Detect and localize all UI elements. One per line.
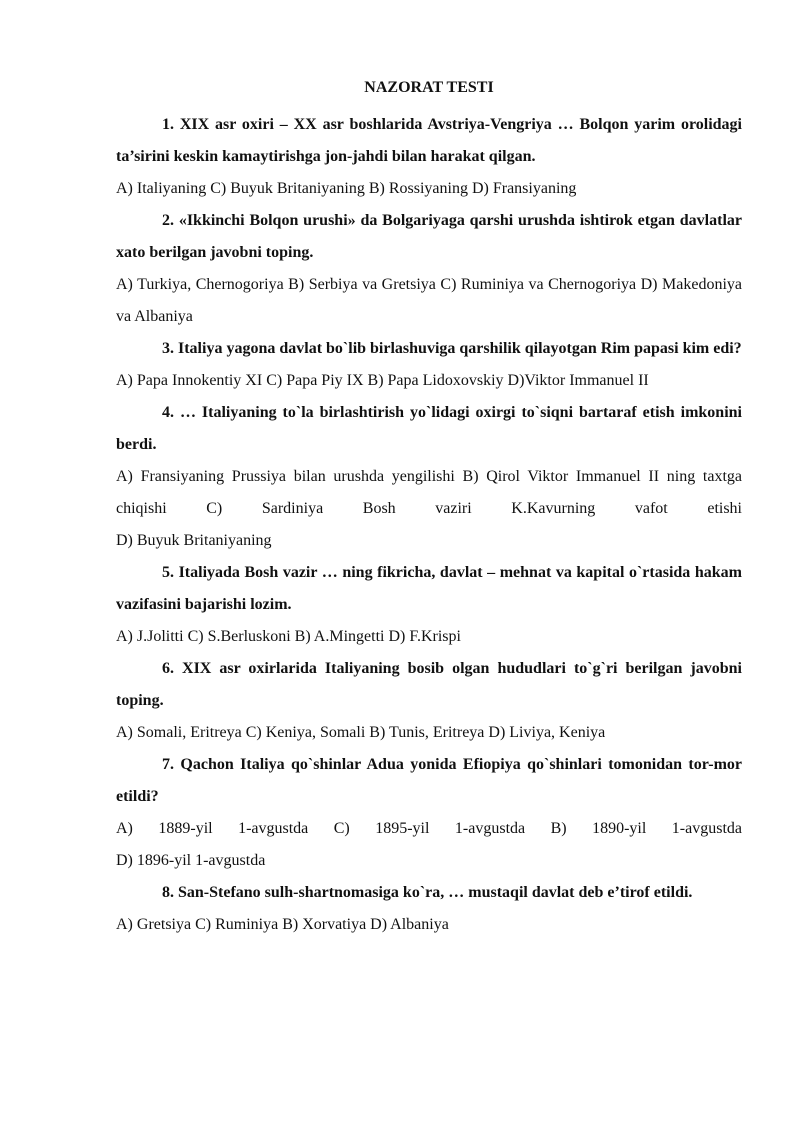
answer-options: A) J.Jolitti C) S.Berluskoni B) A.Mingetti D) F.Krispi: [116, 628, 461, 645]
question-text: 1. XIX asr oxiri – XX asr boshlarida Avstriya-Vengriya … Bolqon yarim orolidagi ta’sirini keskin kamaytirishga jon-jahdi bilan harakat qilgan.: [116, 116, 742, 165]
question-1: [116, 109, 742, 205]
question-text: 2. «Ikkinchi Bolqon urushi» da Bolgariyaga qarshi urushda ishtirok etgan davlatlar xato berilgan javobni toping.: [116, 212, 742, 261]
answer-options: A) Somali, Eritreya C) Keniya, Somali B) Tunis, Eritreya D) Liviya, Keniya: [116, 724, 606, 741]
answer-options: A) Gretsiya C) Ruminiya B) Xorvatiya D) Albaniya: [116, 916, 449, 933]
question-5: [116, 557, 742, 653]
question-text: 7. Qachon Italiya qo`shinlar Adua yonida Efiopiya qo`shinlari tomonidan tor-mor etildi?: [116, 756, 742, 805]
question-text: 4. … Italiyaning to`la birlashtirish yo`lidagi oxirgi to`siqni bartaraf etish imkonini berdi.: [116, 404, 742, 453]
question-text: 3. Italiya yagona davlat bo`lib birlashuviga qarshilik qilayotgan Rim papasi kim edi?: [162, 340, 742, 357]
answer-options: A) Fransiyaning Prussiya bilan urushda yengilishi B) Qirol Viktor Immanuel II ning taxtga chiqishi C) Sardiniya Bosh vaziri K.Kavurning vafot etishi: [116, 468, 742, 517]
question-text: 5. Italiyada Bosh vazir … ning fikricha, davlat – mehnat va kapital o`rtasida hakam vazifasini bajarishi lozim.: [116, 564, 742, 613]
page-title: NAZORAT TESTI: [364, 79, 494, 96]
question-2: [116, 205, 742, 333]
question-8: [116, 877, 742, 941]
question-4: [116, 397, 742, 557]
answer-options: A) 1889-yil 1-avgustda C) 1895-yil 1-avgustda B) 1890-yil 1-avgustda: [116, 820, 742, 837]
question-text: 6. XIX asr oxirlarida Italiyaning bosib olgan hududlari to`g`ri berilgan javobni toping.: [116, 660, 742, 709]
question-7: [116, 749, 742, 877]
answer-options: A) Turkiya, Chernogoriya B) Serbiya va Gretsiya C) Ruminiya va Chernogoriya D) Makedoniya va Albaniya: [116, 276, 742, 325]
answer-options: A) Italiyaning C) Buyuk Britaniyaning B) Rossiyaning D) Fransiyaning: [116, 180, 577, 197]
question-text: 8. San-Stefano sulh-shartnomasiga ko`ra, … mustaqil davlat deb e’tirof etildi.: [162, 884, 693, 901]
question-3: [116, 333, 742, 397]
answer-options: A) Papa Innokentiy XI C) Papa Piy IX B) Papa Lidoxovskiy D)Viktor Immanuel II: [116, 372, 649, 389]
document-page: [116, 76, 742, 941]
question-6: [116, 653, 742, 749]
answer-options-continued: D) 1896-yil 1-avgustda: [116, 852, 266, 869]
answer-options-continued: D) Buyuk Britaniyaning: [116, 532, 272, 549]
